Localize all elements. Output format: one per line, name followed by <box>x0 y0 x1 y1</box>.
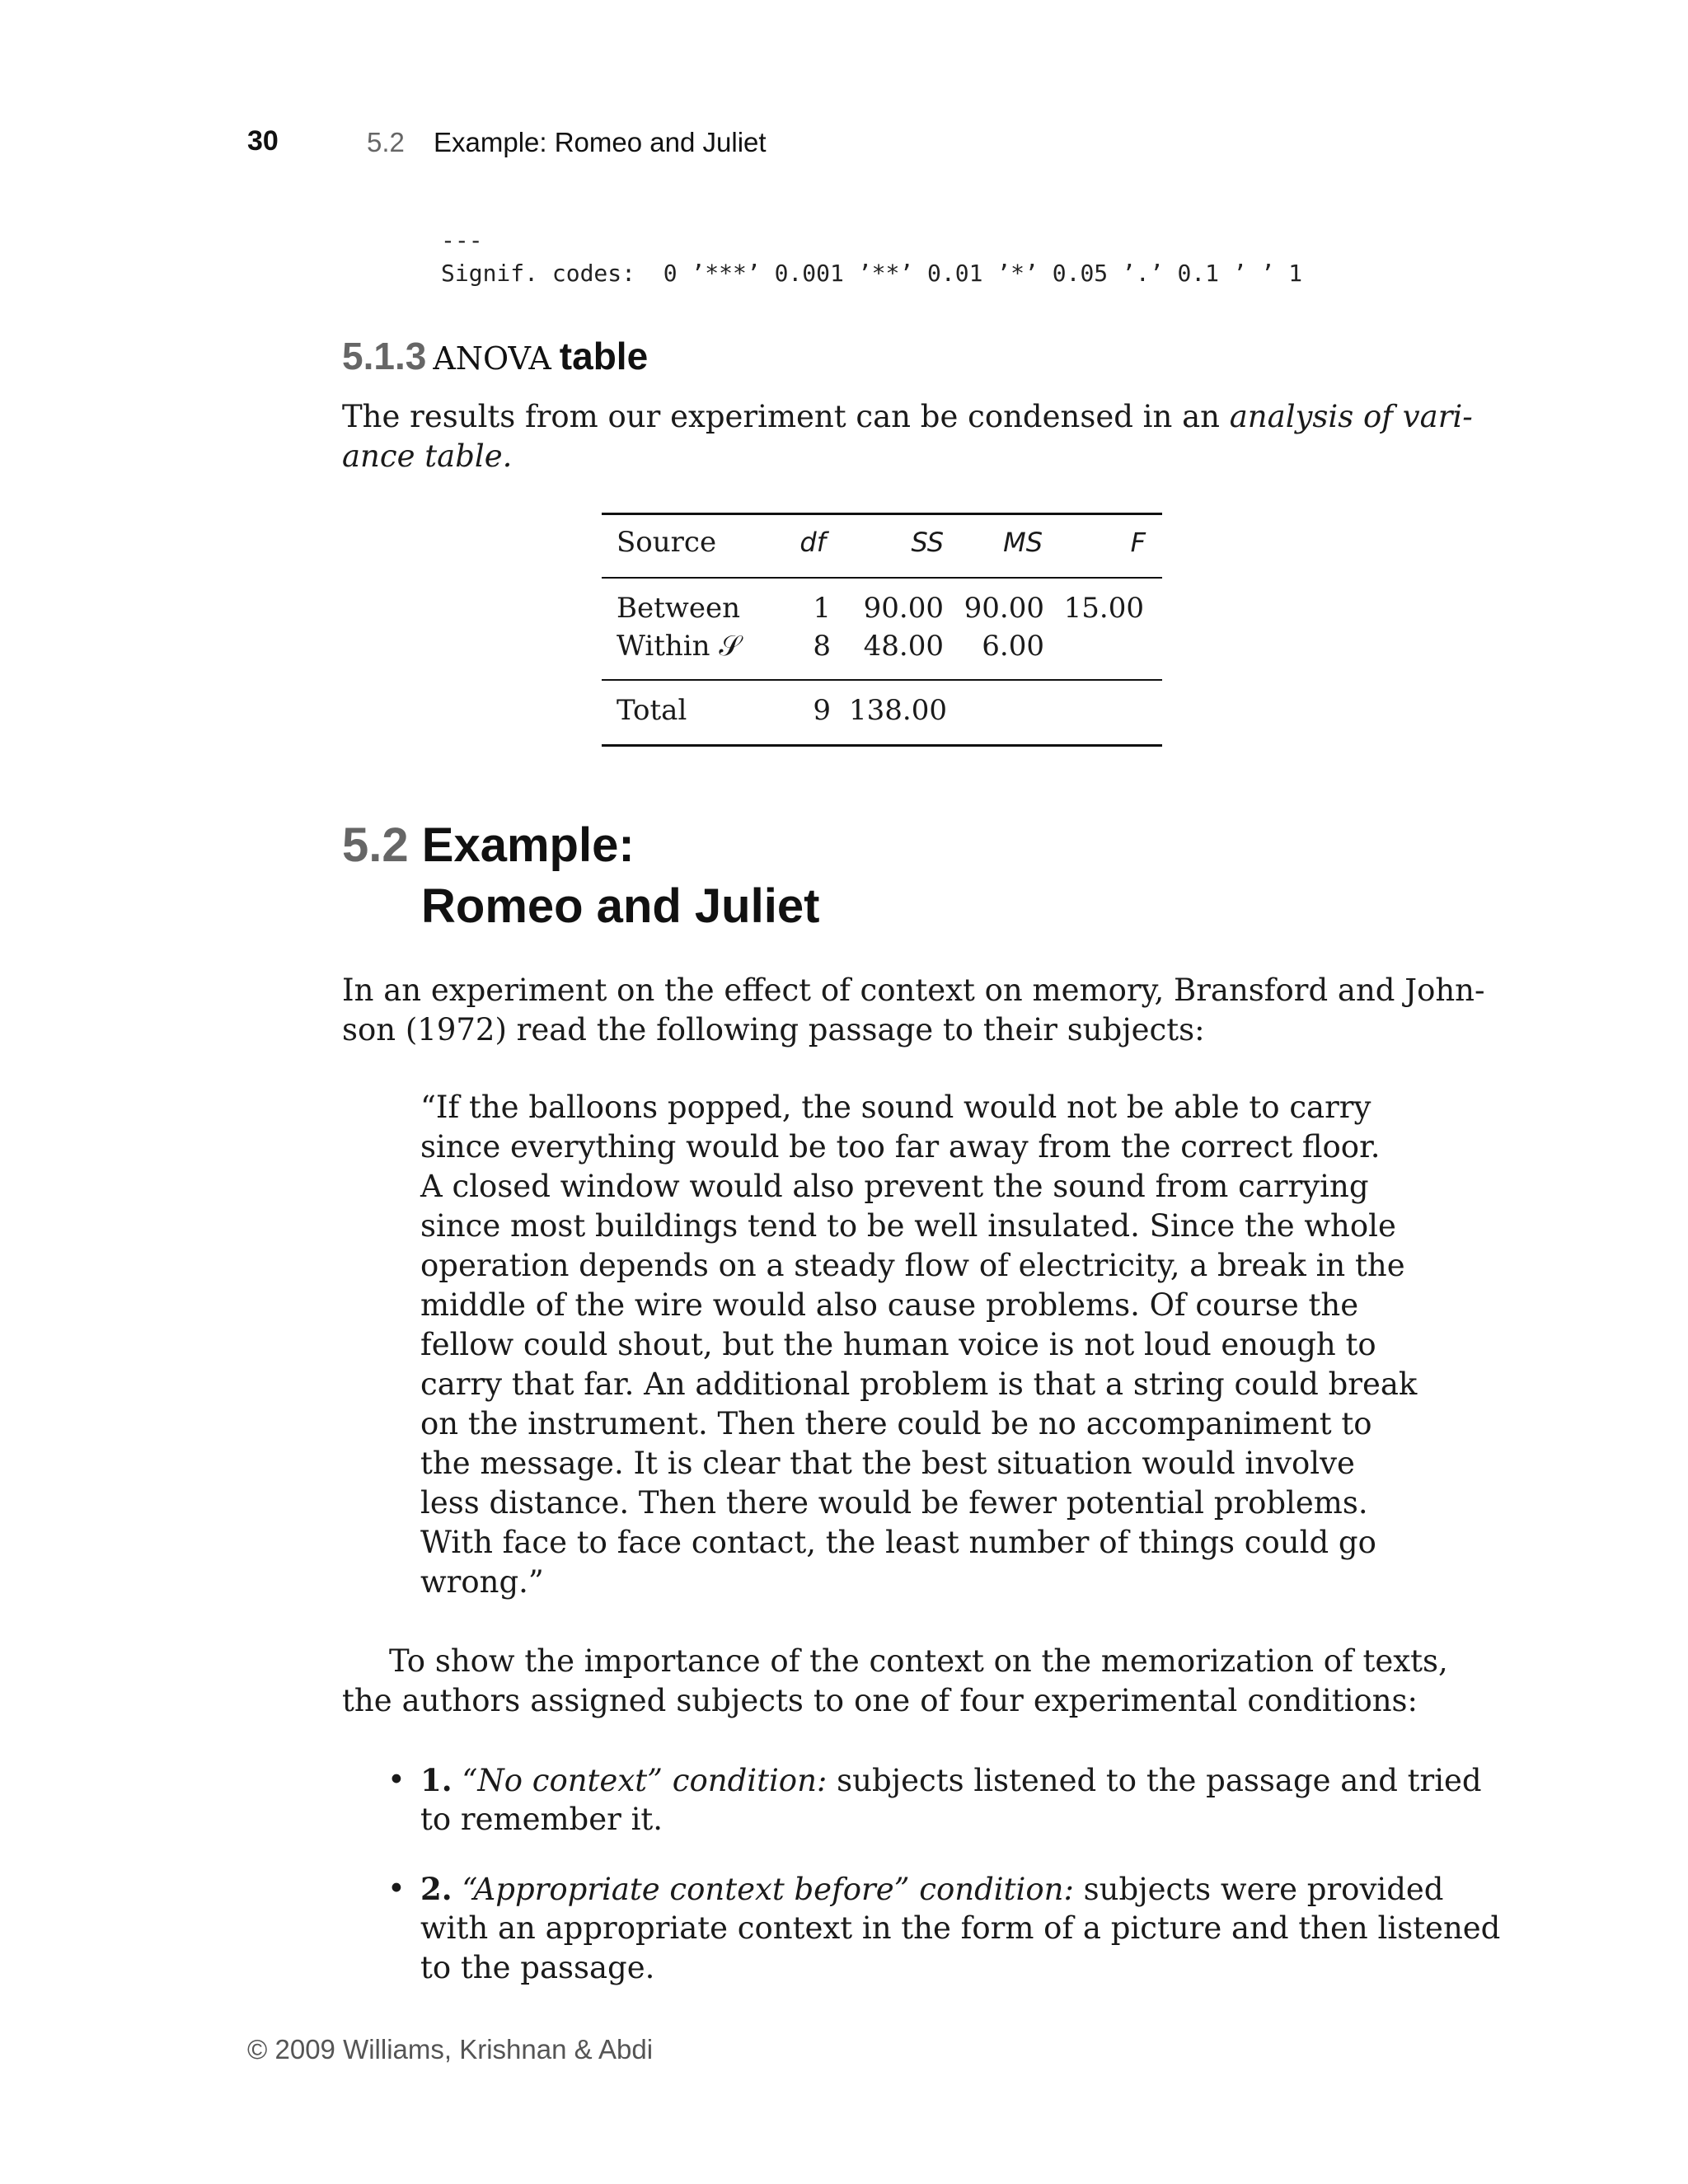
list-item <box>420 1869 1444 1910</box>
quote-line: carry that far. An additional problem is that a string could break <box>420 1366 1418 1402</box>
section-heading-line-1 <box>342 818 635 873</box>
section-title-line-2: Romeo and Juliet <box>421 879 820 933</box>
section-number: 5.2 <box>342 818 409 872</box>
list-item <box>420 1760 1482 1801</box>
code-line-separator: --- <box>441 227 483 254</box>
quote-line: A closed window would also prevent the sound from carrying <box>420 1169 1369 1204</box>
intro-line-2: son (1972) read the following passage to their subjects: <box>342 1012 1205 1047</box>
header-ss: SS <box>911 527 944 558</box>
table-header-rule <box>602 577 1162 579</box>
list-item-label: “No context” condition: <box>462 1763 828 1798</box>
anova-intro-line-2: ance table. <box>342 438 513 474</box>
quote-line: the message. It is clear that the best situation would involve <box>420 1446 1355 1481</box>
subsection-title: table <box>559 335 649 377</box>
header-df: df <box>799 527 826 558</box>
context-line-2: the authors assigned subjects to one of four experimental conditions: <box>342 1683 1418 1718</box>
table-row-between-source: Between <box>617 592 741 625</box>
quote-line: middle of the wire would also cause problems. Of course the <box>420 1287 1359 1323</box>
table-row-total-source: Total <box>617 694 687 727</box>
table-row-between-df: 1 <box>813 592 831 625</box>
list-item-text: subjects were provided <box>1073 1872 1444 1907</box>
header-f: F <box>1130 527 1146 558</box>
context-line-1: To show the importance of the context on the memorization of texts, <box>389 1643 1448 1679</box>
anova-intro-text: The results from our experiment can be condensed in an <box>342 399 1230 434</box>
subsection-heading <box>342 334 648 378</box>
quote-line: since everything would be too far away from the correct floor. <box>420 1129 1381 1165</box>
table-body-rule <box>602 679 1162 681</box>
section-title-line-1: Example: <box>421 818 635 872</box>
anova-intro-line-1 <box>342 397 1473 437</box>
subsection-number: 5.1.3 <box>342 335 427 377</box>
quote-line: less distance. Then there would be fewer potential problems. <box>420 1485 1368 1521</box>
table-row-between-ss: 90.00 <box>863 592 944 625</box>
bullet-dot: • <box>387 1871 406 1906</box>
page-number: 30 <box>247 125 279 157</box>
list-item-text: subjects listened to the passage and tried <box>827 1763 1482 1798</box>
header-ms: MS <box>1003 527 1043 558</box>
table-row-within-source: Within 𝒮 <box>617 630 741 663</box>
running-header-title: Example: Romeo and Juliet <box>434 127 767 157</box>
intro-line-1: In an experiment on the effect of context on memory, Bransford and John- <box>342 972 1485 1008</box>
subsection-smallcaps: ANOVA <box>433 340 551 377</box>
quote-line: “If the balloons popped, the sound would not be able to carry <box>420 1090 1372 1125</box>
list-item-continuation: to remember it. <box>420 1802 663 1837</box>
list-item-label: “Appropriate context before” condition: <box>462 1872 1074 1907</box>
quote-line: on the instrument. Then there could be no accompaniment to <box>420 1406 1372 1441</box>
table-row-between-ms: 90.00 <box>964 592 1044 625</box>
bullet-dot: • <box>387 1762 406 1797</box>
table-row-within-ms: 6.00 <box>982 630 1044 663</box>
list-item-number: 2. <box>420 1871 452 1907</box>
anova-intro-italic: analysis of vari- <box>1229 399 1473 434</box>
table-top-rule <box>602 513 1162 515</box>
table-bottom-rule <box>602 744 1162 747</box>
quote-line: fellow could shout, but the human voice is not loud enough to <box>420 1327 1376 1362</box>
copyright-footer: © 2009 Williams, Krishnan & Abdi <box>247 2034 654 2064</box>
table-row-total-ss: 138.00 <box>849 694 947 727</box>
quote-line: since most buildings tend to be well insulated. Since the whole <box>420 1208 1396 1244</box>
table-row-total-df: 9 <box>813 694 831 727</box>
table-row-within-ss: 48.00 <box>863 630 944 663</box>
quote-line: With face to face contact, the least number of things could go <box>420 1525 1376 1560</box>
running-header-section-number: 5.2 <box>367 127 405 157</box>
list-item-continuation: with an appropriate context in the form of a picture and then listened <box>420 1910 1501 1946</box>
table-row-between-f: 15.00 <box>1063 592 1144 625</box>
list-item-number: 1. <box>420 1762 452 1798</box>
list-item-continuation: to the passage. <box>420 1950 655 1985</box>
code-line-signif-codes: Signif. codes: 0 ’***’ 0.001 ’**’ 0.01 ’*’ 0.05 ’.’ 0.1 ’ ’ 1 <box>441 260 1303 287</box>
quote-line: wrong.” <box>420 1564 544 1600</box>
table-row-within-df: 8 <box>813 630 831 663</box>
header-source: Source <box>617 526 717 559</box>
quote-line: operation depends on a steady flow of electricity, a break in the <box>420 1248 1405 1283</box>
